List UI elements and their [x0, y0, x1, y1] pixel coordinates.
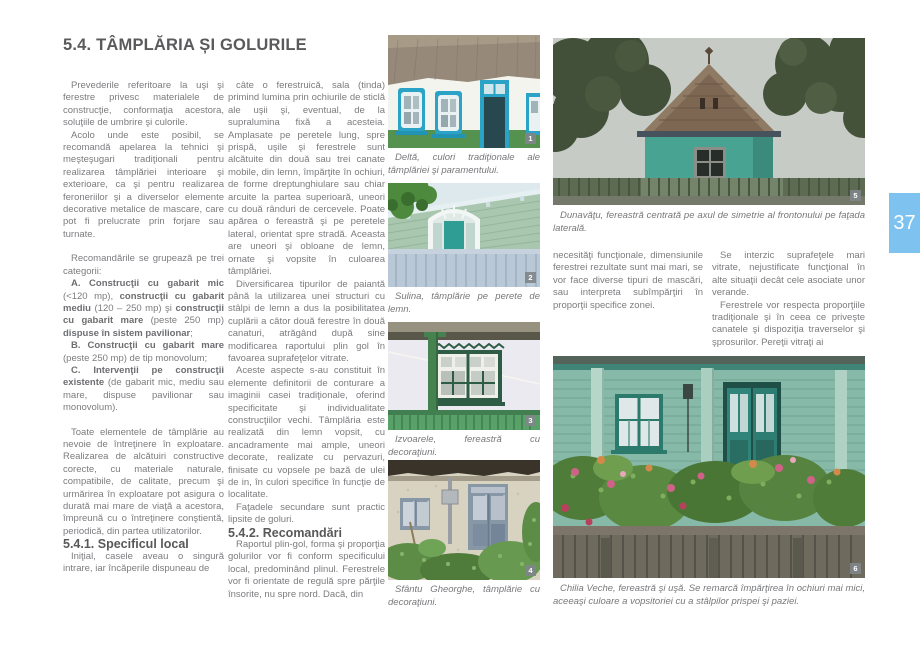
paragraph: Faţadele secundare sunt practic lipsite de goluri. — [228, 501, 385, 526]
paragraph: Se interzic suprafeţele mari vitrate, nejustificate funcţional în alte situaţii decât cele asociate unor verande. — [712, 250, 865, 299]
bold-text: construcţii cu gabarit mare — [63, 302, 224, 327]
photo-number-badge: 4 — [525, 565, 536, 576]
photo-number-badge: 5 — [850, 190, 861, 201]
text: (120 – 250 mp) şi — [90, 302, 176, 314]
paragraph-category-a — [63, 278, 224, 340]
section-heading-recomandari: 5.4.2. Recomandări — [228, 525, 342, 540]
photo-dunavatu-house — [553, 38, 865, 205]
text: ; — [190, 327, 193, 339]
paragraph: Prevederile referitoare la uşi şi ferestre privesc materialele de construcţie, conformaţia acestora, soluţiile de umbrire şi culorile. — [63, 80, 224, 129]
paragraph: Raportul plin-gol, forma şi proporţia golurilor vor fi conform specificului local, predominând plinul. Ferestrele vor fi orientate de regulă spre părţile însorite, nu spre nord. Dacă, din — [228, 539, 385, 600]
bold-text: B. Construcţii cu gabarit mare — [71, 340, 224, 352]
photo-caption: Izvoarele, fereastră cu decoraţiuni. — [388, 434, 540, 458]
text-column-right-a — [553, 250, 703, 312]
chilia-veche-image — [553, 356, 865, 578]
bold-text: A. Construcţii cu gabarit mic — [71, 278, 224, 290]
bold-text: C. Intervenţii pe construcţii existente — [63, 364, 224, 389]
photo-chilia-veche-house — [553, 356, 865, 578]
page-number-tab: 37 — [889, 193, 920, 253]
photo-caption: Deltă, culori tradiţionale ale tâmplăriei şi paramentului. — [388, 152, 540, 176]
text: (peste 250 mp) de tip monovolum; — [63, 352, 208, 364]
izvoarele-window-image — [388, 322, 540, 430]
photo-number-badge: 2 — [525, 272, 536, 283]
text: (<120 mp), — [63, 290, 120, 302]
paragraph: Diversificarea tipurilor de paiantă până la utilizarea unei structuri cu stâlpi de lemn a dus la posibilitatea cuplării a câtor două ferestre în două canaturi, atrăgând după sine modificarea raportului plin gol în favoarea suprafeţelor vitrate. — [228, 278, 385, 364]
photo-sulina-house — [388, 183, 540, 287]
photo-caption: Sulina, tâmplărie pe perete de lemn. — [388, 291, 540, 315]
page-title: 5.4. TÂMPLĂRIA ȘI GOLURILE — [63, 36, 307, 54]
bold-text: construcţii cu gabarit mediu — [63, 290, 224, 314]
sulina-house-image — [388, 183, 540, 287]
photo-number-badge: 1 — [525, 133, 536, 144]
photo-number-badge: 6 — [850, 563, 861, 574]
photo-number-badge: 3 — [525, 415, 536, 426]
photo-izvoarele-window — [388, 322, 540, 430]
dunavatu-house-image — [553, 38, 865, 205]
photo-delta-house — [388, 35, 540, 148]
paragraph: Acolo unde este posibil, se recomandă apelarea la tehnici şi meşteşugari tradiţionali pentru realizarea tâmplăriei interioare şi exterioare, ca şi pentru realizarea feroneriilor şi a diverselor elemente decorative metalice de mascare, care pot fi prelucrate prin forjare sau turnate. — [63, 129, 224, 240]
text-column-left — [63, 80, 224, 575]
delta-house-image — [388, 35, 540, 148]
paragraph: Aceste aspecte s-au constituit în elemente definitorii de conturare a imaginii casei tradiţionale, oferind specificitate şi individualitate construcţiilor vechi. Tâmplăria este realizată din lemn vopsit, cu ancadramente mai ample, uneori decorate, realizate cu pervazuri, finisate cu vopsele pe bază de ulei de in, în culori specifice în funcţie de localitate. — [228, 365, 385, 501]
photo-caption: Chilia Veche, fereastră şi uşă. Se remarcă împărţirea în ochiuri mai mici, aceeaşi culoare a vopsitoriei cu a stâlpilor prispei şi paziei. — [553, 583, 865, 607]
paragraph: Ferestrele vor respecta proporţiile tradiţionale şi în ceea ce priveşte canatele şi dispoziţia traverselor şi şprosurilor. Pereţii vitraţi ai — [712, 299, 865, 348]
text-column-right-b — [712, 250, 865, 349]
bold-text: dispuse în sistem pavilionar — [63, 327, 191, 339]
paragraph: câte o ferestruică, sala (tinda) primind lumina prin ochiurile de sticlă ale uşii şi, eventual, de la supralumina fixă a acesteia. Amplasate pe peretele lung, spre prispă, uşile şi ferestrele sunt alcătuite din două sau trei canate mobile, din lemn, împărţite în ochiuri, de forme dreptunghiulare sau chiar arcuite la partea superioară, uneori cu două rânduri de cercevele. Poate apărea o fereastră şi pe peretele lateral, orientat spre stradă. Aceasta are uneori şi obloane de lemn, ornate şi vopsite în culoarea tâmplăriei. — [228, 80, 385, 278]
sfantu-gheorghe-image — [388, 460, 540, 580]
paragraph-category-c — [63, 365, 224, 415]
text: (peste 250 mp) — [143, 315, 224, 327]
paragraph: Iniţial, casele aveau o singură intrare, iar încăperile dispuneau de — [63, 550, 224, 575]
photo-sfantu-gheorghe-house — [388, 460, 540, 580]
photo-caption: Dunavăţu, fereastră centrată pe axul de simetrie al frontonului pe faţada laterală. — [553, 210, 865, 234]
photo-caption: Sfântu Gheorghe, tâmplărie cu decoraţiuni. — [388, 584, 540, 608]
text: (de gabarit mic, mediu sau mare, dispuse pavilionar sau monovolum). — [63, 377, 224, 414]
text-column-middle — [228, 80, 385, 601]
section-heading-specificul-local: 5.4.1. Specificul local — [63, 537, 189, 552]
paragraph: Recomandările se grupează pe trei categorii: — [63, 253, 224, 277]
paragraph-category-b — [63, 340, 224, 365]
paragraph: necesităţi funcţionale, dimensiunile ferestrei rezultate sunt mai mari, se vor face diverse tipuri de mascări, sau interpreta subîmpărţiri în proporţii specifice zonei. — [553, 250, 703, 311]
paragraph: Toate elementele de tâmplărie au nevoie de întreţinere în exploatare. Realizarea de alcătuiri constructive corecte, cu materiale naturale, compatibile, de calitate, precum şi urmărirea în exploatare pot asigura o durată mai mare de viaţă a acestora, împreună cu o întreţinere conştientă, periodică, din partea utilizatorilor. — [63, 426, 224, 537]
